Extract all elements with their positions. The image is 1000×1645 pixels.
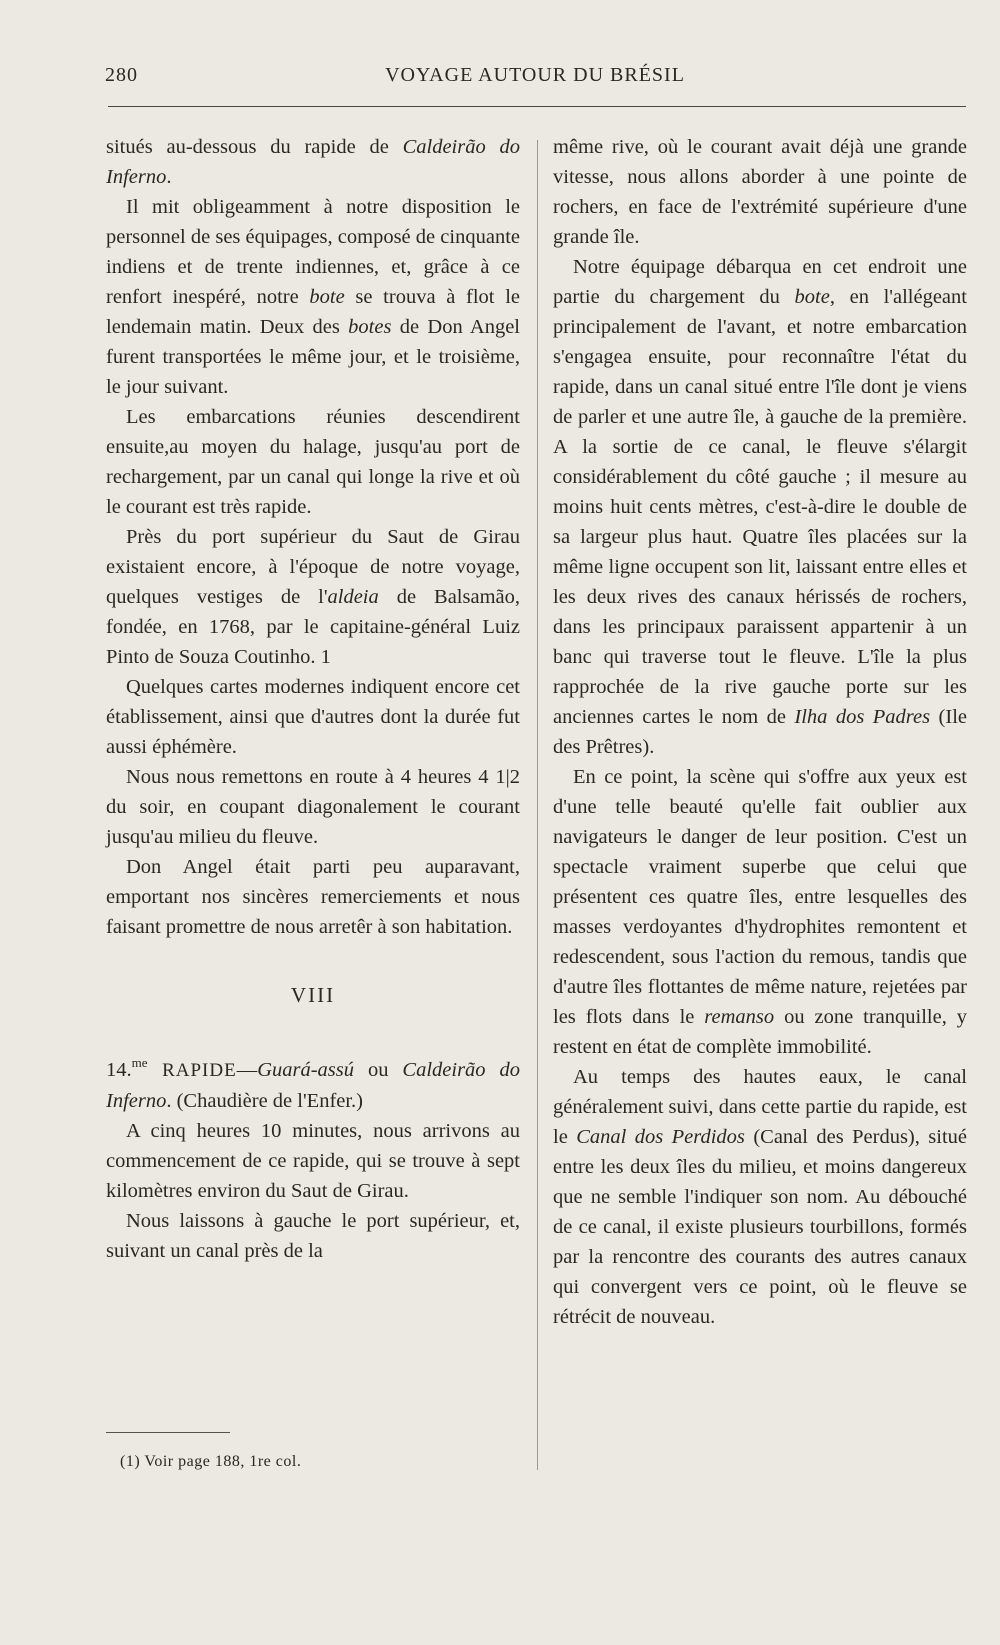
- italic-term: aldeia: [327, 586, 379, 608]
- paragraph: Don Angel était parti peu auparavant, emportant nos sincères remerciements et nous faisant promettre de nous arretêr à son habitation.: [106, 856, 520, 938]
- text-run: Notre équipage débarqua en cet endroit une partie du chargement du: [553, 256, 967, 308]
- paragraph: [553, 762, 967, 1062]
- italic-term: remanso: [704, 1006, 775, 1028]
- text-run: situés au-dessous du rapide de: [106, 136, 403, 158]
- right-column: [553, 132, 967, 1332]
- section-number: VIII: [290, 983, 336, 1007]
- text-run: ou zone tranquille, y restent en état de complète immobilité.: [553, 1006, 967, 1058]
- text-run: . (Chaudière de l'Enfer.): [166, 1090, 364, 1112]
- header-rule: [108, 106, 966, 107]
- text-run: , en l'allégeant principalement de l'avant, et notre embarcation s'engagea ensuite, pour reconnaître l'état du rapide, dans un canal situé entre l'île dont je viens de parler et une autre île, à gauche de la première. A la sortie de ce canal, le fleuve s'élargit considérablement du côté gauche ; il mesure au moins huit cents mètres, c'est-à-dire le double de sa largeur plus haut. Quatre îles placées sur la même ligne occupent son lit, laissant entre elles et les deux rives des canaux hérissés de rochers, dans les principaux paraissent appartenir à un banc qui traverse tout le fleuve. L'île la plus rapprochée de la rive gauche porte sur les anciennes cartes le nom de: [553, 286, 967, 728]
- italic-term: botes: [348, 316, 392, 338]
- text-run: de Balsamão, fondée, en 1768, par le capitaine-général Luiz Pinto de Souza Coutinho. 1: [106, 586, 520, 668]
- paragraph: [553, 252, 967, 762]
- section-subheading: [106, 1048, 520, 1116]
- italic-term: Ilha dos Padres: [794, 706, 931, 728]
- paragraph: [553, 1062, 967, 1332]
- italic-term: Caldeirão do Inferno: [106, 136, 520, 188]
- text-run: ou: [354, 1059, 403, 1081]
- text-run: —: [236, 1059, 258, 1081]
- text-run: de Don Angel furent transportées le même jour, et le troisième, le jour suivant.: [106, 316, 520, 398]
- text-run: (Canal des Perdus), situé entre les deux îles du milieu, et moins dangereux que ne semble l'indiquer son nom. Au débouché de ce canal, il existe plusieurs tourbillons, formés par la rencontre des courants des autres canaux qui convergent vers ce point, où le fleuve se rétrécit de nouveau.: [553, 1126, 968, 1328]
- text-run: .: [166, 166, 172, 188]
- text-run: En ce point, la scène qui s'offre aux yeux est d'une telle beauté qu'elle fait oublier aux navigateurs le danger de leur position. C'est un spectacle vraiment superbe que celui que présentent ces quatre îles, entre lesquelles des masses verdoyantes d'hydrophites remontent et redescendent, sous l'action du remous, tandis que d'autre îles flottantes de même nature, rejetées par les flots dans le: [553, 766, 967, 1028]
- paragraph: [106, 132, 520, 192]
- small-caps-label: RAPIDE: [147, 1060, 237, 1081]
- paragraph: A cinq heures 10 minutes, nous arrivons au commencement de ce rapide, qui se trouve à sept kilomètres environ du Saut de Girau.: [106, 1120, 520, 1202]
- paragraph: Nous laissons à gauche le port supérieur, et, suivant un canal près de la: [106, 1210, 520, 1262]
- italic-term: Canal dos Perdidos: [576, 1126, 745, 1148]
- paragraph: [106, 522, 520, 672]
- text-run: Près du port supérieur du Saut de Girau existaient encore, à l'époque de notre voyage, quelques vestiges de l': [106, 526, 520, 608]
- paragraph: Les embarcations réunies descendirent ensuite,au moyen du halage, jusqu'au port de rechargement, par un canal qui longe la rive et où le courant est très rapide.: [106, 406, 520, 518]
- text-run: Au temps des hautes eaux, le canal généralement suivi, dans cette partie du rapide, est le: [553, 1066, 967, 1148]
- paragraph: Nous nous remettons en route à 4 heures 4 1|2 du soir, en coupant diagonalement le courant jusqu'au milieu du fleuve.: [106, 766, 520, 848]
- text-run: 14.: [106, 1059, 132, 1081]
- left-column: [106, 132, 520, 1266]
- text-run: (Ile des Prêtres).: [553, 706, 967, 758]
- footnote-rule: [106, 1432, 230, 1433]
- superscript: me: [131, 1055, 148, 1070]
- page-header: [105, 64, 965, 94]
- text-run: Il mit obligeamment à notre disposition le personnel de ses équipages, composé de cinquante indiens et de trente indiennes, et, grâce à ce renfort inespéré, notre: [106, 196, 520, 308]
- text-run: se trouva à flot le lendemain matin. Deux des: [106, 286, 520, 338]
- footnote: (1) Voir page 188, 1re col.: [120, 1453, 302, 1470]
- paragraph: Quelques cartes modernes indiquent encore cet établissement, ainsi que d'autres dont la durée fut aussi éphémère.: [106, 676, 520, 758]
- italic-term: bote: [794, 286, 830, 308]
- paragraph: même rive, où le courant avait déjà une grande vitesse, nous allons aborder à une pointe de rochers, en face de l'extrémité supérieure d'une grande île.: [553, 136, 967, 248]
- italic-term: bote: [309, 286, 345, 308]
- column-divider: [537, 140, 538, 1470]
- paragraph: [106, 192, 520, 402]
- italic-term: Guará-assú: [257, 1059, 355, 1081]
- running-title: VOYAGE AUTOUR DU BRÉSIL: [385, 64, 685, 86]
- italic-term: Caldeirão do Inferno: [106, 1059, 520, 1112]
- page-number: 280: [105, 64, 138, 86]
